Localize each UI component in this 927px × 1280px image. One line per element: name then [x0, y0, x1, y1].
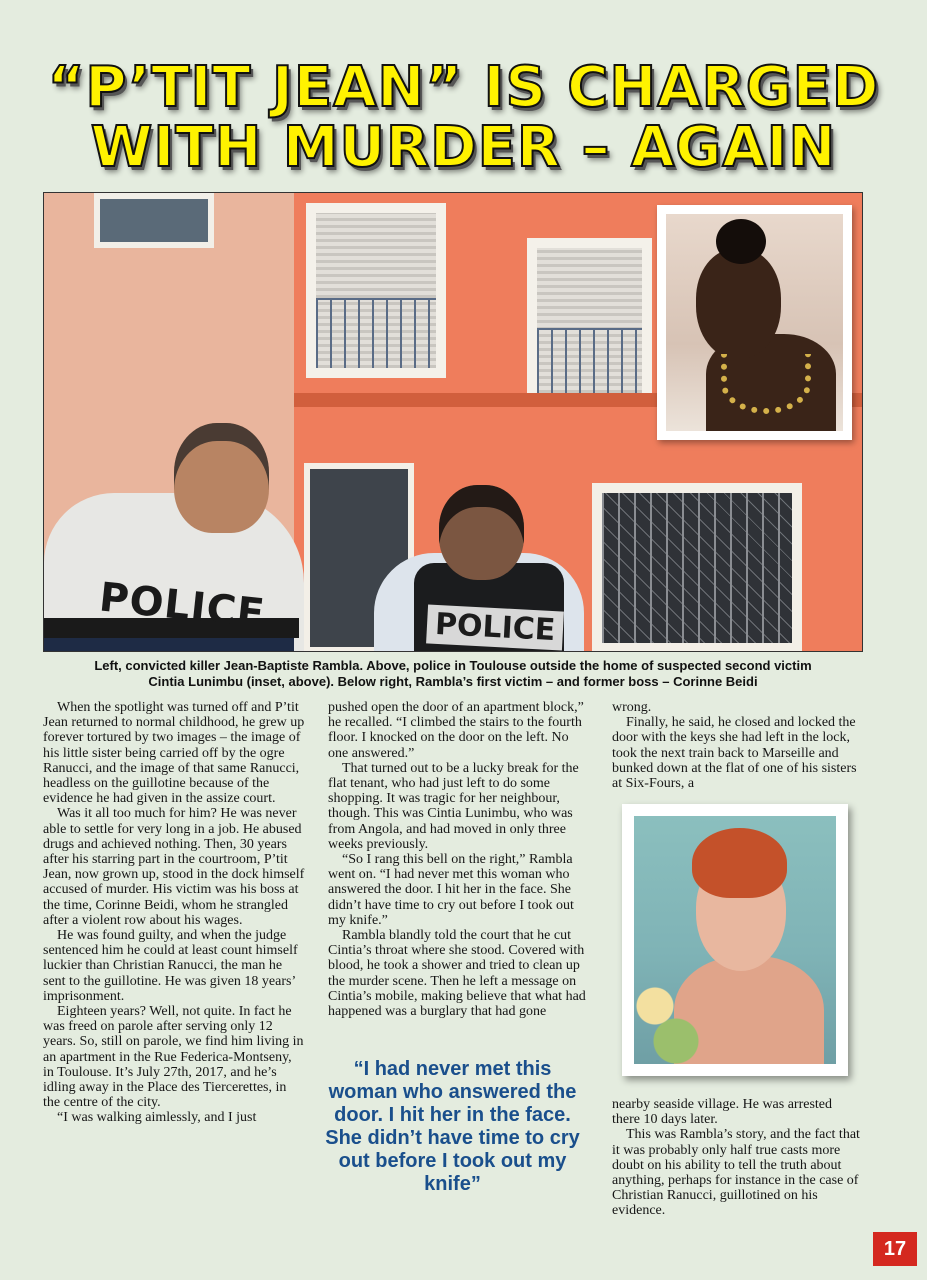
paragraph: “I was walking aimlessly, and I just — [57, 1110, 257, 1126]
portrait-necklace — [721, 354, 811, 414]
security-gate — [592, 483, 802, 652]
article-column-2 — [328, 700, 590, 1019]
balcony-railing — [316, 298, 436, 368]
portrait-flowers — [634, 966, 704, 1064]
police-label-left: POLICE — [97, 574, 268, 638]
caption-line-2: Cintia Lunimbu (inset, above). Below right, Rambla’s first victim – and former boss – Corinne Beidi — [148, 674, 758, 689]
officer-left-trousers — [44, 638, 294, 652]
paragraph: Finally, he said, he closed and locked the door with the keys she had left in the lock, took the next train back to Marseille and bunked down at the flat of one of his sisters at Six-Fours, a — [612, 715, 857, 792]
pull-quote: “I had never met this woman who answered the door. I hit her in the face. She didn’t have time to cry out before I took out my knife” — [325, 1058, 580, 1195]
officer-right-head — [439, 485, 524, 580]
inset-photo-victim — [657, 205, 852, 440]
paragraph: pushed open the door of an apartment block,” he recalled. “I climbed the stairs to the fourth floor. I knocked on the door on the left. No one answered.” — [328, 700, 584, 761]
paragraph: nearby seaside village. He was arrested there 10 days later. — [612, 1097, 833, 1128]
headline-line-1: “P’TIT JEAN” IS CHARGED — [47, 55, 880, 120]
police-label-right: POLICE — [426, 604, 564, 650]
window — [306, 203, 446, 378]
window — [527, 238, 652, 403]
paragraph: He was found guilty, and when the judge sentenced him he could at least count himself luckier than Christian Ranucci, the man he sent to the guillotine. He was given 18 years’ imprisonment. — [43, 928, 298, 1004]
paragraph: Rambla blandly told the court that he cut Cintia’s throat where she stood. Covered with blood, he took a shower and tried to clean up the murder scene. Then he left a message on Cintia’s mobile, making believe that what had happened was a burglary that had gone — [328, 928, 586, 1020]
photo-first-victim-image — [634, 816, 836, 1064]
inset-photo-image — [666, 214, 843, 431]
portrait-hair — [716, 219, 766, 264]
paragraph: wrong. — [612, 700, 652, 715]
article-column-1 — [43, 700, 305, 1126]
photo-caption — [43, 658, 863, 690]
balcony-railing — [537, 328, 642, 393]
paragraph: When the spotlight was turned off and P’tit Jean returned to normal childhood, he grew up forever tortured by two images – the image of his little sister being carried off by the ogre Ranucci, and the image of that same Ranucci, headless on the guillotine because of the evidence he had given in the assize court. — [43, 700, 305, 807]
page-number-badge: 17 — [873, 1232, 917, 1266]
portrait-hair — [692, 828, 787, 898]
article-column-3-bottom — [612, 1097, 862, 1219]
paragraph: Eighteen years? Well, not quite. In fact he was freed on parole after serving only 12 years. So, still on parole, we find him living in an apartment in the Rue Federica-Montseny, in Toulouse. It’s July 27th, 2017, and he’s idling away in the Place des Tiercerettes, in the centre of the city. — [43, 1004, 304, 1111]
officer-left-head — [174, 423, 269, 533]
paragraph: That turned out to be a lucky break for the flat tenant, who had just left to do some shopping. It was tragic for her neighbour, though. This was Cintia Lunimbu, who was from Angola, and had moved in only three weeks previously. — [328, 760, 579, 852]
article-column-3-top — [612, 700, 862, 791]
portrait-face — [696, 249, 781, 359]
photo-first-victim — [622, 804, 848, 1076]
paragraph: This was Rambla’s story, and the fact that it was probably only half true casts more doubt on his ability to tell the truth about anything, perhaps for instance in the case of Christian Ranucci, guillotined on his evidence. — [612, 1127, 860, 1219]
caption-line-1: Left, convicted killer Jean-Baptiste Rambla. Above, police in Toulouse outside the home of suspected second victim — [94, 658, 812, 673]
paragraph: “So I rang this bell on the right,” Rambla went on. “I had never met this woman who answered the door. I hit her in the face. She didn’t have time to cry out before I took out my knife.” — [328, 852, 574, 928]
headline — [40, 55, 887, 180]
headline-line-2: WITH MURDER – AGAIN — [90, 115, 837, 180]
window — [94, 193, 214, 248]
paragraph: Was it all too much for him? He was never able to settle for very long in a job. He abused drugs and achieved nothing. Then, 30 years after his starring part in the courtroom, P’tit Jean, now grown up, stood in the dock himself accused of murder. His victim was his boss at the time, Corinne Beidi, whom he strangled after a violent row about his wages. — [43, 806, 305, 928]
